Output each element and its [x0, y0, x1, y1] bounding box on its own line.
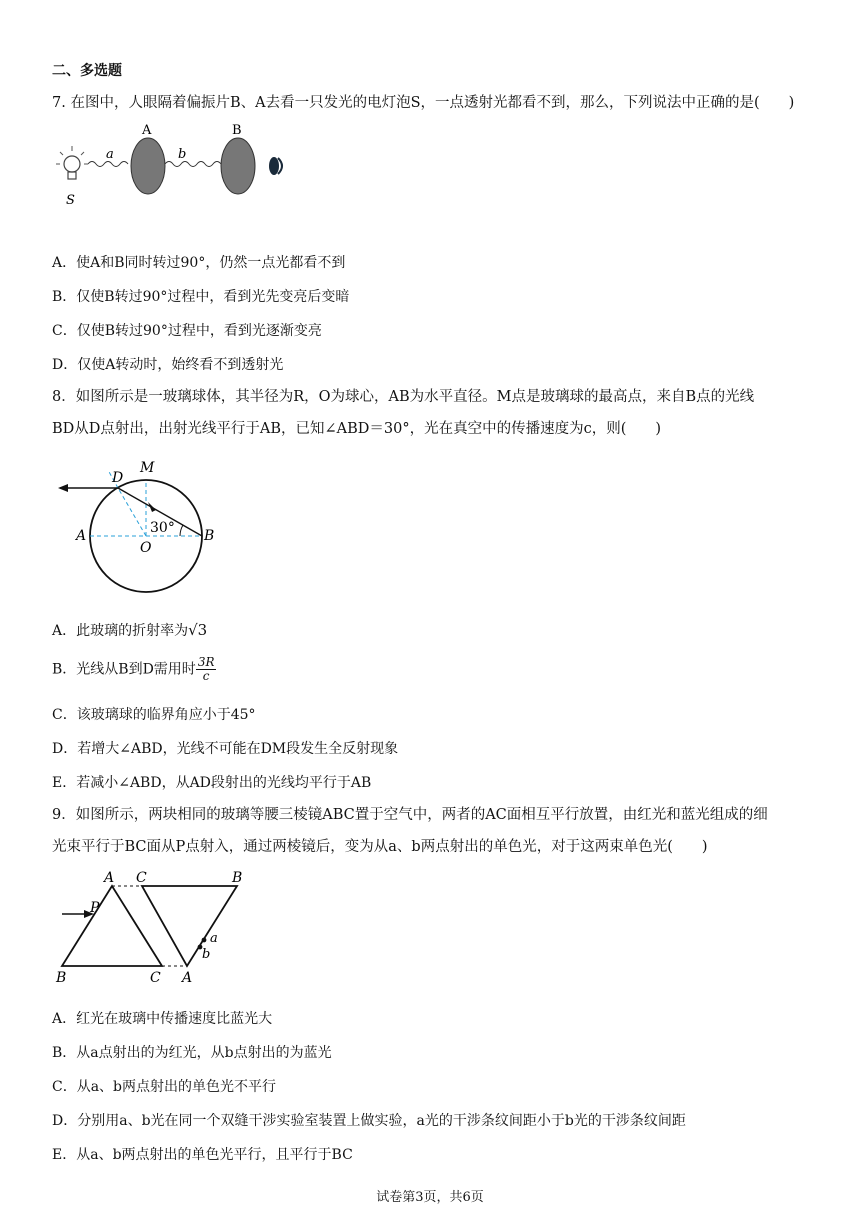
label-D: D	[112, 470, 124, 486]
label-B: B	[204, 528, 215, 544]
q8-option-d: D．若增大∠ABD，光线不可能在DM段发生全反射现象	[52, 741, 399, 757]
angle-label: 30°	[150, 520, 175, 536]
q9-stem-line1: 9．如图所示，两块相同的玻璃等腰三棱镜ABC置于空气中，两者的AC面相互平行放置，由红光和蓝光组成的细	[52, 807, 768, 823]
label-B2: B	[56, 970, 67, 986]
q9-prism-figure	[52, 868, 262, 990]
q8-glass-sphere-figure	[52, 446, 232, 596]
section-title: 二、多选题	[52, 63, 122, 79]
q9-option-c: C．从a、b两点射出的单色光不平行	[52, 1079, 277, 1095]
polarizer-b	[221, 138, 255, 194]
q7-stem: 7. 在图中，人眼隔着偏振片B、A去看一只发光的电灯泡S，一点透射光都看不到，那么，下列说法中正确的是( )	[52, 95, 795, 111]
label-A: A	[142, 123, 152, 138]
q8-stem-line1: 8．如图所示是一玻璃球体，其半径为R，O为球心，AB为水平直径。M点是玻璃球的最高点，来自B点的光线	[52, 389, 755, 405]
q9-option-d: D．分别用a、b光在同一个双缝干涉实验室装置上做实验，a光的干涉条纹间距小于b光的干涉条纹间距	[52, 1113, 686, 1129]
label-B: B	[232, 123, 242, 138]
point-a	[202, 938, 207, 943]
label-b: b	[178, 147, 187, 162]
q8-option-e: E．若减小∠ABD，从AD段射出的光线均平行于AB	[52, 775, 372, 791]
q9-option-b: B．从a点射出的为红光，从b点射出的为蓝光	[52, 1045, 332, 1061]
q9-option-a: A．红光在玻璃中传播速度比蓝光大	[52, 1011, 273, 1027]
label-a: a	[210, 931, 218, 946]
label-A: A	[76, 528, 87, 544]
label-S: S	[66, 193, 75, 208]
label-O: O	[140, 540, 152, 556]
q8-option-b: B．光线从B到D需用时 $\frac{3R}{c}$	[52, 655, 215, 683]
q7-polarizer-figure	[52, 118, 302, 210]
polarizer-a	[131, 138, 165, 194]
label-A1: A	[104, 870, 115, 886]
label-A2: A	[182, 970, 193, 986]
label-a: a	[106, 147, 114, 162]
page-footer: 试卷第3页，共6页	[376, 1190, 484, 1205]
label-C1: C	[136, 870, 147, 886]
label-M: M	[140, 460, 155, 476]
label-C2: C	[150, 970, 161, 986]
q8-option-a: A．此玻璃的折射率为√3	[52, 621, 208, 639]
prism-left	[62, 886, 162, 966]
bulb-icon	[56, 146, 88, 179]
prism-right	[142, 886, 237, 966]
eye-icon	[269, 157, 282, 175]
q7-option-b: B．仅使B转过90°过程中，看到光先变亮后变暗	[52, 289, 350, 305]
q8-stem-line2: BD从D点射出，出射光线平行于AB，已知∠ABD＝30°，光在真空中的传播速度为c，则( )	[52, 421, 662, 437]
q7-option-a: A．使A和B同时转过90°，仍然一点光都看不到	[52, 255, 346, 271]
label-P: P	[90, 900, 100, 916]
sqrt3: √3	[188, 621, 208, 639]
fraction-3r-over-c: $\frac{3R}{c}$	[197, 655, 215, 683]
q7-option-d: D．仅使A转动时，始终看不到透射光	[52, 357, 284, 373]
q7-option-c: C．仅使B转过90°过程中，看到光逐渐变亮	[52, 323, 322, 339]
q9-stem-line2: 光束平行于BC面从P点射入，通过两棱镜后，变为从a、b两点射出的单色光，对于这两束单色光( )	[52, 839, 708, 855]
q8-option-c: C．该玻璃球的临界角应小于45°	[52, 707, 256, 723]
label-B1: B	[232, 870, 243, 886]
q9-option-e: E．从a、b两点射出的单色光平行，且平行于BC	[52, 1147, 353, 1163]
wave-a	[88, 162, 128, 167]
label-b: b	[202, 947, 211, 962]
